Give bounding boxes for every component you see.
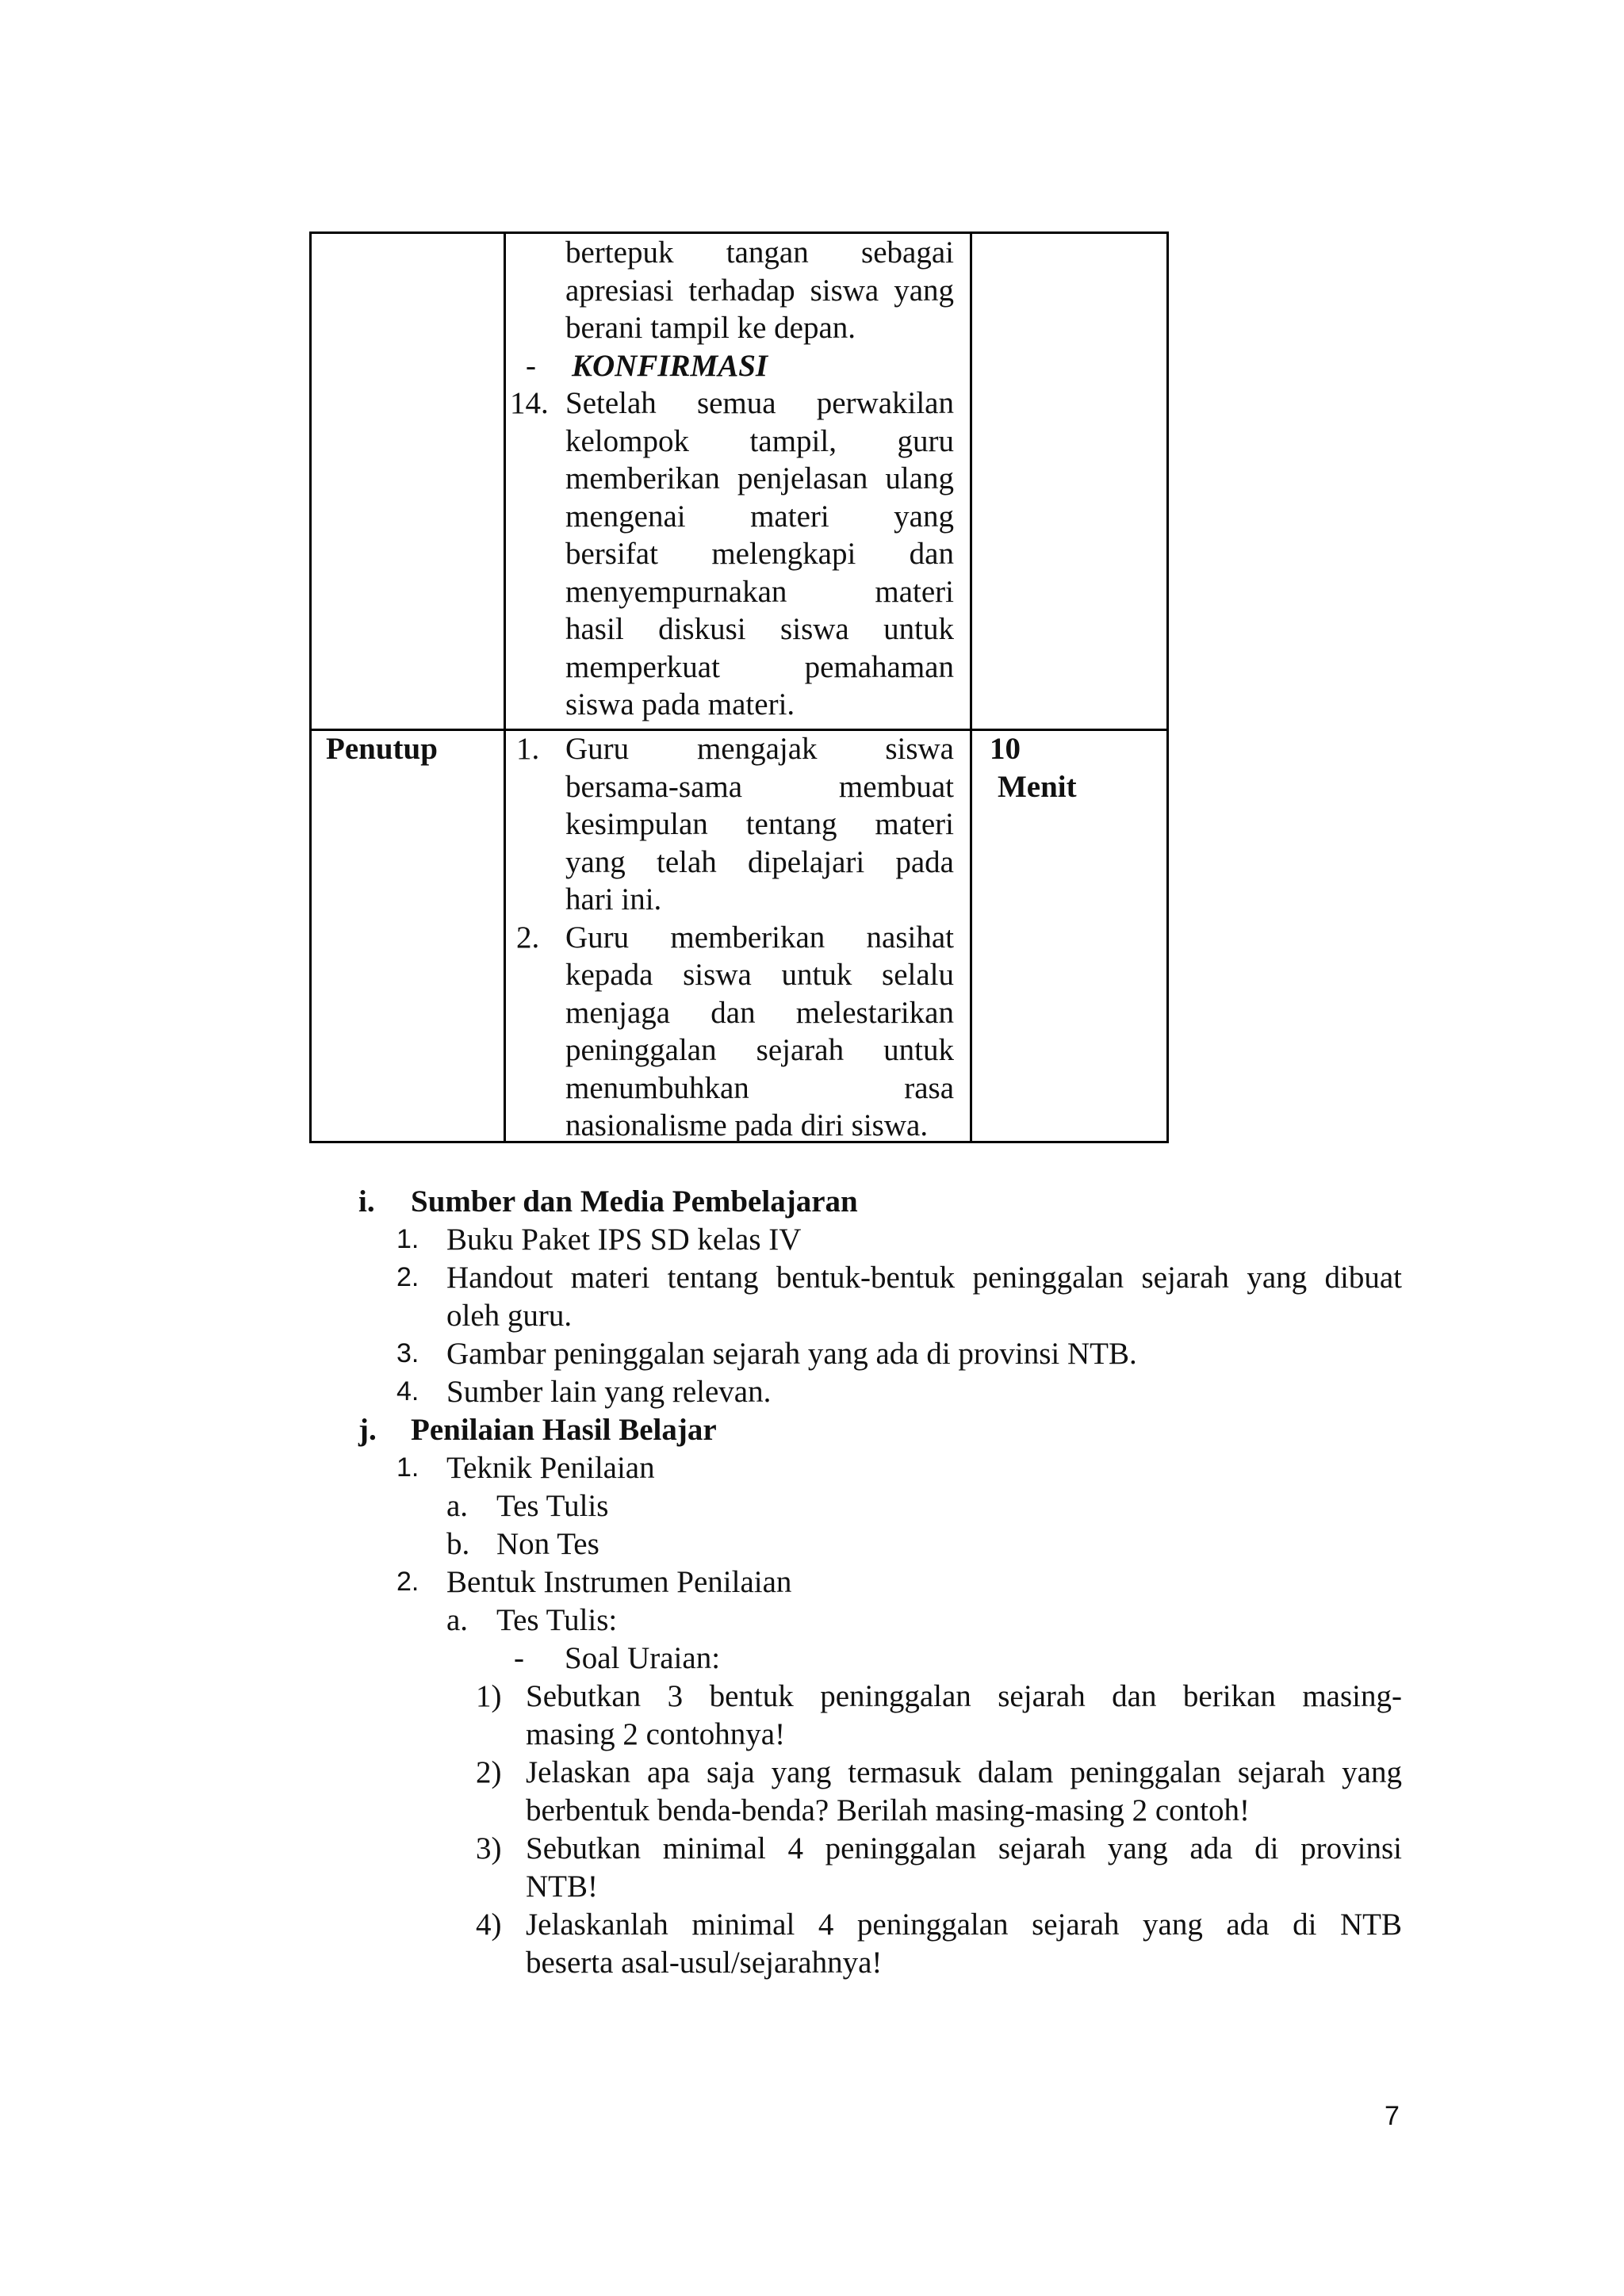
- section-sources: [0, 1183, 1624, 1982]
- list-item: [0, 1449, 1624, 1487]
- dash-marker: -: [514, 1641, 524, 1675]
- list-item: [510, 730, 954, 919]
- text-line: kelompok tampil, guru: [565, 423, 954, 458]
- sub-item-label: a.: [446, 1603, 469, 1637]
- list-item: [0, 1373, 1624, 1411]
- text-line: kepada siswa untuk selalu: [565, 958, 954, 992]
- time-value: 10: [990, 732, 1021, 766]
- text-line: masing 2 contohnya!: [526, 1717, 786, 1751]
- item-text: Bentuk Instrumen Penilaian: [446, 1565, 792, 1599]
- question-number: 1): [476, 1679, 502, 1713]
- list-item: [0, 1259, 1624, 1335]
- section-heading: [0, 1411, 1624, 1449]
- list-item: [0, 1335, 1624, 1373]
- table-column-divider: [504, 234, 506, 1141]
- konfirmasi-label: KONFIRMASI: [572, 348, 768, 383]
- text-line: bersama-sama membuat: [565, 769, 954, 804]
- question-item: [0, 1678, 1624, 1754]
- text-line: menumbuhkan rasa: [565, 1070, 954, 1105]
- text-line: menyempurnakan materi: [565, 574, 954, 609]
- item-text: Buku Paket IPS SD kelas IV: [446, 1223, 802, 1257]
- row1-activity-cell: [510, 234, 954, 724]
- table-column-divider: [970, 234, 972, 1141]
- item-number: 1.: [516, 732, 540, 766]
- sub-item-text: Tes Tulis: [496, 1489, 609, 1523]
- text-line: peninggalan sejarah untuk: [565, 1033, 954, 1067]
- text-line: hari ini.: [565, 882, 662, 916]
- sub-item: [0, 1487, 1624, 1525]
- section-title: Sumber dan Media Pembelajaran: [411, 1184, 858, 1219]
- soal-heading: [0, 1640, 1624, 1678]
- text-line: siswa pada materi.: [565, 687, 795, 721]
- sub-item-text: Non Tes: [496, 1527, 599, 1561]
- text-line: Sebutkan minimal 4 peninggalan sejarah yang ada di provinsi: [526, 1831, 1402, 1866]
- item-number: 3.: [396, 1338, 419, 1368]
- question-number: 4): [476, 1908, 502, 1942]
- text-line: Jelaskanlah minimal 4 peninggalan sejarah yang ada di NTB: [526, 1908, 1402, 1942]
- item-text: Teknik Penilaian: [446, 1451, 655, 1485]
- time-cell: [990, 730, 1077, 806]
- list-item: [0, 1563, 1624, 1601]
- section-label: i.: [358, 1184, 375, 1219]
- dash-marker: -: [526, 348, 536, 383]
- text-line: yang telah dipelajari pada: [565, 844, 954, 879]
- text-line: Setelah semua perwakilan: [565, 386, 954, 420]
- sub-item-text: Tes Tulis:: [496, 1603, 618, 1637]
- question-item: [0, 1906, 1624, 1982]
- section-heading: [0, 1183, 1624, 1221]
- stage-label: Penutup: [326, 732, 438, 766]
- text-line: Sebutkan 3 bentuk peninggalan sejarah dan berikan masing-: [526, 1679, 1402, 1713]
- item-number: 2.: [396, 1262, 419, 1292]
- item-text: Sumber lain yang relevan.: [446, 1375, 772, 1409]
- text-line: kesimpulan tentang materi: [565, 807, 954, 841]
- section-title: Penilaian Hasil Belajar: [411, 1413, 717, 1447]
- time-unit: Menit: [998, 769, 1077, 804]
- text-line: apresiasi terhadap siswa yang: [565, 273, 954, 308]
- text-line: beserta asal-usul/sejarahnya!: [526, 1946, 883, 1980]
- text-line: menjaga dan melestarikan: [565, 995, 954, 1030]
- list-item: [0, 1221, 1624, 1259]
- text-line: bersifat melengkapi dan: [565, 537, 954, 571]
- list-item: [510, 385, 954, 724]
- row2-activity-cell: [510, 730, 954, 1145]
- item-number: 2.: [516, 920, 540, 955]
- soal-label: Soal Uraian:: [565, 1641, 721, 1675]
- sub-item: [0, 1601, 1624, 1640]
- sub-item-label: a.: [446, 1489, 469, 1523]
- item-number: 1.: [396, 1224, 419, 1254]
- question-number: 2): [476, 1755, 502, 1789]
- text-line: berbentuk benda-benda? Berilah masing-masing 2 contoh!: [526, 1793, 1250, 1827]
- item-number: 2.: [396, 1567, 419, 1597]
- list-item: [510, 919, 954, 1145]
- text-line: oleh guru.: [446, 1299, 573, 1333]
- text-line: mengenai materi yang: [565, 499, 954, 534]
- text-line: NTB!: [526, 1869, 598, 1904]
- text-line: Guru memberikan nasihat: [565, 920, 954, 955]
- section-label: j.: [358, 1413, 377, 1447]
- konfirmasi-heading: [510, 347, 954, 385]
- question-item: [0, 1830, 1624, 1906]
- activity-table: [309, 232, 1169, 1143]
- item-number: 14.: [510, 386, 549, 420]
- continued-item: [510, 234, 954, 347]
- item-number: 4.: [396, 1376, 419, 1406]
- text-line: nasionalisme pada diri siswa.: [565, 1108, 929, 1142]
- text-line: berani tampil ke depan.: [565, 311, 856, 345]
- text-line: memberikan penjelasan ulang: [565, 461, 954, 496]
- question-item: [0, 1754, 1624, 1830]
- page-number: 7: [1385, 2101, 1400, 2131]
- text-line: bertepuk tangan sebagai: [565, 235, 954, 270]
- sub-item: [0, 1525, 1624, 1563]
- question-number: 3): [476, 1831, 502, 1866]
- text-line: Handout materi tentang bentuk-bentuk peninggalan sejarah yang dibuat: [446, 1261, 1402, 1295]
- text-line: hasil diskusi siswa untuk: [565, 612, 954, 646]
- text-line: Guru mengajak siswa: [565, 732, 954, 766]
- item-number: 1.: [396, 1452, 419, 1483]
- sub-item-label: b.: [446, 1527, 470, 1561]
- text-line: Jelaskan apa saja yang termasuk dalam peninggalan sejarah yang: [526, 1755, 1402, 1789]
- text-line: memperkuat pemahaman: [565, 649, 954, 684]
- item-text: Gambar peninggalan sejarah yang ada di provinsi NTB.: [446, 1337, 1137, 1371]
